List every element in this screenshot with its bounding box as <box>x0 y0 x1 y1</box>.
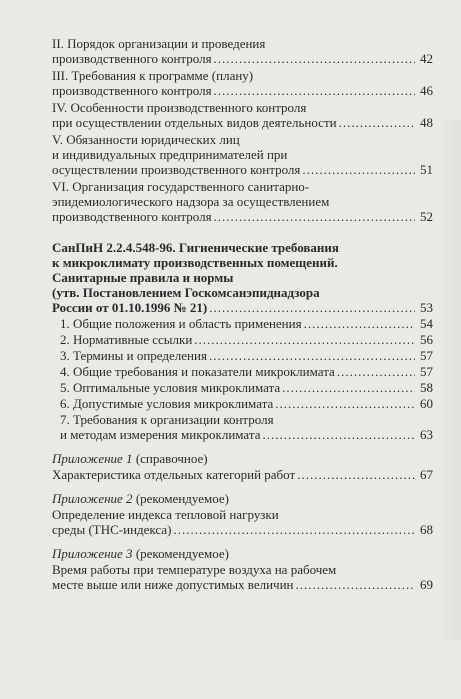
toc-entry-text: 6. Допустимые условия микроклимата <box>60 396 274 411</box>
toc-entry-text: среды (ТНС-индекса) <box>52 522 172 537</box>
toc-entry-line: эпидемиологического надзора за осуществлением <box>52 194 330 209</box>
page-number: 57 <box>420 348 433 363</box>
toc-entry-text: производственного контроля <box>52 209 212 224</box>
toc-entry <box>52 316 433 331</box>
appendix-heading <box>52 491 433 506</box>
page-number: 69 <box>420 577 433 592</box>
toc-entry-text: 5. Оптимальные условия микроклимата <box>60 380 281 395</box>
sanpin-title-line: СанПиН 2.2.4.548-96. Гигиенические требования <box>52 240 339 255</box>
appendix-qualifier: (справочное) <box>132 451 208 466</box>
toc-entry <box>52 348 433 363</box>
dot-leader <box>297 467 415 482</box>
appendix-label: Приложение 1 <box>52 451 133 466</box>
sanpin-items <box>52 316 433 442</box>
toc-entry-line: IV. Особенности производственного контроля <box>52 100 307 115</box>
sanpin-title-line: Санитарные правила и нормы <box>52 270 234 285</box>
dot-leader <box>337 364 415 379</box>
toc-entry-text: месте выше или ниже допустимых величин <box>52 577 294 592</box>
toc-entry-text: Характеристика отдельных категорий работ <box>52 467 296 482</box>
toc-entry-line: 7. Требования к организации контроля <box>60 412 274 427</box>
page-number: 42 <box>420 51 433 66</box>
toc-entry <box>52 412 433 442</box>
dot-leader <box>296 577 415 592</box>
page-number: 52 <box>420 209 433 224</box>
toc-entry-line: VI. Организация государственного санитарно- <box>52 179 310 194</box>
page-number: 68 <box>420 522 433 537</box>
page-number: 51 <box>420 162 433 177</box>
toc-entry-line: Время работы при температуре воздуха на рабочем <box>52 562 337 577</box>
dot-leader <box>339 115 415 130</box>
toc-entry-line: II. Порядок организации и проведения <box>52 36 266 51</box>
dot-leader <box>304 316 415 331</box>
toc-entry-text: 4. Общие требования и показатели микроклимата <box>60 364 335 379</box>
dot-leader <box>209 300 415 315</box>
paper-shadow <box>439 120 461 640</box>
appendix-entry <box>52 546 433 592</box>
toc-entry <box>52 68 433 98</box>
page-number: 67 <box>420 467 433 482</box>
page-number: 57 <box>420 364 433 379</box>
toc-entry <box>52 332 433 347</box>
sanpin-title-line: России от 01.10.1996 № 21) <box>52 300 208 315</box>
toc-entry <box>52 179 433 224</box>
toc-entry-text: и методам измерения микроклимата <box>60 427 261 442</box>
appendix-entry <box>52 451 433 482</box>
page-number: 58 <box>420 380 433 395</box>
toc-entry <box>52 36 433 66</box>
appendix-heading <box>52 546 433 561</box>
page-number: 48 <box>420 115 433 130</box>
appendix-qualifier: (рекомендуемое) <box>132 491 229 506</box>
page-number: 56 <box>420 332 433 347</box>
toc-entry <box>52 132 433 177</box>
appendix-qualifier: (рекомендуемое) <box>132 546 229 561</box>
toc-entry-line: Определение индекса тепловой нагрузки <box>52 507 279 522</box>
toc-entry-text: осуществлении производственного контроля <box>52 162 301 177</box>
section-list <box>52 36 433 224</box>
dot-leader <box>173 522 415 537</box>
dot-leader <box>214 83 415 98</box>
toc-entry <box>52 380 433 395</box>
page-number: 54 <box>420 316 433 331</box>
appendix-entry <box>52 491 433 537</box>
toc-entry-line: V. Обязанности юридических лиц <box>52 132 240 147</box>
page-number: 63 <box>420 427 433 442</box>
toc-entry-text: 1. Общие положения и область применения <box>60 316 302 331</box>
toc-entry-text: 3. Термины и определения <box>60 348 207 363</box>
sanpin-title <box>52 240 433 315</box>
toc-entry-text: 2. Нормативные ссылки <box>60 332 193 347</box>
toc-entry-text: производственного контроля <box>52 51 212 66</box>
page-number: 46 <box>420 83 433 98</box>
appendix-label: Приложение 3 <box>52 546 133 561</box>
appendix-heading <box>52 451 433 466</box>
toc-entry <box>52 364 433 379</box>
page-number: 60 <box>420 396 433 411</box>
toc-entry-text: производственного контроля <box>52 83 212 98</box>
dot-leader <box>262 427 415 442</box>
dot-leader <box>302 162 415 177</box>
appendix-label: Приложение 2 <box>52 491 133 506</box>
dot-leader <box>275 396 415 411</box>
dot-leader <box>209 348 415 363</box>
sanpin-title-line: (утв. Постановлением Госкомсанэпиднадзора <box>52 285 320 300</box>
sanpin-title-line: к микроклимату производственных помещений. <box>52 255 338 270</box>
toc-entry-line: III. Требования к программе (плану) <box>52 68 254 83</box>
toc-entry-line: и индивидуальных предпринимателей при <box>52 147 288 162</box>
toc-entry-text: при осуществлении отдельных видов деятельности <box>52 115 337 130</box>
toc-entry <box>52 100 433 130</box>
toc-entry <box>52 396 433 411</box>
dot-leader <box>214 51 415 66</box>
dot-leader <box>214 209 415 224</box>
dot-leader <box>282 380 415 395</box>
dot-leader <box>194 332 415 347</box>
page-number: 53 <box>420 300 433 315</box>
